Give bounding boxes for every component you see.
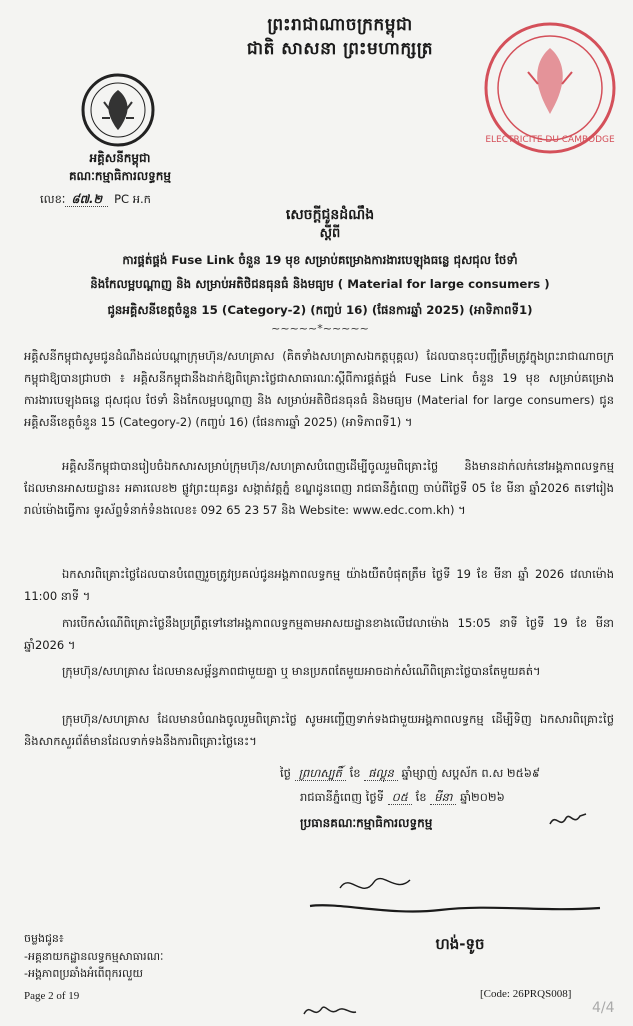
footer-initials-icon: [300, 1000, 360, 1022]
pager-indicator: 4/4: [592, 1000, 615, 1016]
edc-logo-icon: [80, 72, 156, 148]
ref-value: ៨៧.២: [65, 192, 108, 207]
notice-subject-label: ស្ដីពី: [319, 226, 341, 241]
lunar-date: [280, 766, 620, 783]
subject-line-2: និងកែលម្អបណ្ដាញ និង សម្រាប់អតិថិជនធុនធំ និងមធ្យម ( Material for large consumers ): [90, 277, 550, 291]
lunar-month: ផល្គុន: [364, 766, 398, 781]
ref-label: លេខៈ: [40, 192, 66, 206]
initial-scribble-icon: [548, 808, 588, 832]
kingdom-heading: ព្រះរាជាណាចក្រកម្ពុជា: [267, 15, 413, 35]
document-code: [Code: 26PRQS008]: [480, 988, 572, 1000]
subject-line-1: ការផ្គត់ផ្គង់ Fuse Link ចំនួន 19 មុខ សម្រាប់គម្រោងការងារបេឡុងធន្លេ ជុសជុល ថែទាំ: [122, 253, 518, 267]
page-indicator: Page 2 of 19: [24, 990, 80, 1002]
solar-place: រាជធានីភ្នំពេញ ថ្ងៃទី: [300, 790, 384, 804]
cc-item: -អគ្គនាយកដ្ឋានលទ្ធកម្មសាធារណៈ: [24, 950, 164, 963]
seal-text: ELECTRICITE DU CAMBODGE: [485, 135, 615, 145]
title-divider: ~~~~~*~~~~~: [271, 322, 369, 335]
paragraph-opening: ការបើកសំណើពិគ្រោះថ្លៃនឹងប្រព្រឹត្តទៅនៅអង្គភាពលទ្ធកម្មតាមអាសយដ្ឋានខាងលើវេលាម៉ោង 15:05 នាទី ថ្ងៃទី 19 ខែ មីនា ឆ្នាំ2026 ។: [24, 616, 614, 652]
subject-line-3: ជូនអគ្គិសនីខេត្តចំនួន 15 (Category-2) (កញ្ចប់ 16) (ផែនការឆ្នាំ 2025) (អាទិភាពទី1): [107, 303, 533, 317]
paragraph-affiliation: ក្រុមហ៊ុន/សហគ្រាស ដែលមានសម្ព័ន្ធភាពជាមួយគ្នា ឬ មានប្រភពតែមួយអាចដាក់សំណើពិគ្រោះថ្លៃបានតែមួយគត់។: [62, 664, 541, 678]
signature-image: [300, 852, 620, 922]
cc-item: -អង្គភាពប្រឆាំងអំពើពុករលួយ: [24, 967, 143, 980]
notice-title: សេចក្ដីជូនដំណឹង: [285, 207, 375, 223]
ref-suffix: PC អ.ក: [114, 192, 151, 206]
signature-icon: [300, 852, 620, 922]
edc-logo: [80, 72, 156, 148]
cc-label: ចម្លងជូន៖: [24, 932, 64, 945]
paragraph-intro: អគ្គិសនីកម្ពុជាសូមជូនដំណឹងដល់បណ្ដាក្រុមហ៊ុន/សហគ្រាស (គិតទាំងសហគ្រាសឯកត្តបុគ្គល) ដែលបានចុះបញ្ជីត្រឹមត្រូវក្នុងព្រះរាជាណាចក្រកម្ពុជាឱ្យបានជ្រាបថា ៖ អគ្គិសនីកម្ពុជានឹងដាក់ឱ្យពិគ្រោះថ្លៃជាសាធារណៈស្ដីពីការផ្គត់ផ្គង់ Fuse Link ចំនួន 19 មុខ សម្រាប់គម្រោងការងារបេឡុងធន្លេ ជុសជុល ថែទាំ និងកែលម្អបណ្ដាញ និង សម្រាប់អតិថិជនធុនធំ និងមធ្យម (Material for large consumers) ជូនអគ្គិសនីខេត្តចំនួន 15 (Category-2) (កញ្ចប់ 16) (ផែនការឆ្នាំ 2025) (អាទិភាពទី1) ។: [24, 349, 614, 429]
footer-initials: [300, 1000, 360, 1022]
initial-scribble: [548, 808, 588, 832]
official-seal: [480, 18, 620, 158]
paragraph-documents: អគ្គិសនីកម្ពុជាបានរៀបចំឯកសារសម្រាប់ក្រុមហ៊ុន/សហគ្រាសបំពេញដើម្បីចូលរួមពិគ្រោះថ្លៃ និងមានដាក់លក់នៅអង្គភាពលទ្ធកម្ម ដែលមានអាសយដ្ឋាន៖ អគារលេខ២ ផ្លូវព្រះយុគន្ធរ សង្កាត់វត្តភ្នំ ខណ្ឌដូនពេញ រាជធានីភ្នំពេញ ចាប់ពីថ្ងៃទី 05 ខែ មីនា ឆ្នាំ2026 តទៅរៀងរាល់ម៉ោងធ្វើការ ទូរស័ព្ទទំនាក់ទំនងលេខ៖ 092 65 23 57 និង Website: www.edc.com.kh) ។: [24, 459, 614, 517]
solar-day: ០៥: [388, 790, 412, 805]
motto-heading: ជាតិ សាសនា ព្រះមហាក្សត្រ: [246, 39, 434, 59]
lunar-prefix: ថ្ងៃ: [280, 766, 291, 780]
lunar-day: ព្រហស្បតិ៍: [295, 766, 346, 781]
committee-name: គណៈកម្មាធិការលទ្ធកម្ម: [68, 169, 172, 183]
solar-year: ឆ្នាំ២០២៦: [460, 790, 505, 804]
lunar-year: ឆ្នាំម្សាញ់ សប្តស័ក ព.ស ២៥៦៩: [401, 766, 541, 780]
solar-date: [300, 790, 620, 807]
solar-month-label: ខែ: [415, 790, 427, 804]
paragraph-deadline: ឯកសារពិគ្រោះថ្លៃដែលបានបំពេញរួចត្រូវប្រគល់ជូនអង្គភាពលទ្ធកម្ម យ៉ាងយឺតបំផុតត្រឹម ថ្ងៃទី 19 ខែ មីនា ឆ្នាំ 2026 វេលាម៉ោង 11:00 នាទី ។: [24, 567, 614, 603]
signature-title: ប្រធានគណៈកម្មាធិការលទ្ធកម្ម: [300, 816, 433, 830]
lunar-month-label: ខែ: [349, 766, 361, 780]
paragraph-contact: ក្រុមហ៊ុន/សហគ្រាស ដែលមានបំណងចូលរួមពិគ្រោះថ្លៃ សូមអញ្ជើញទាក់ទងជាមួយអង្គភាពលទ្ធកម្ម ដើម្បីទិញ ឯកសារពិគ្រោះថ្លៃ និងសាកសួរព័ត៌មានដែលទាក់ទងនឹងការពិគ្រោះថ្លៃនេះ។: [24, 712, 614, 748]
signatory-name: ហង់-ទូច: [435, 935, 485, 953]
seal-icon: [480, 18, 620, 158]
org-name: អគ្គិសនីកម្ពុជា: [89, 151, 151, 165]
solar-month: មីនា: [430, 790, 456, 805]
